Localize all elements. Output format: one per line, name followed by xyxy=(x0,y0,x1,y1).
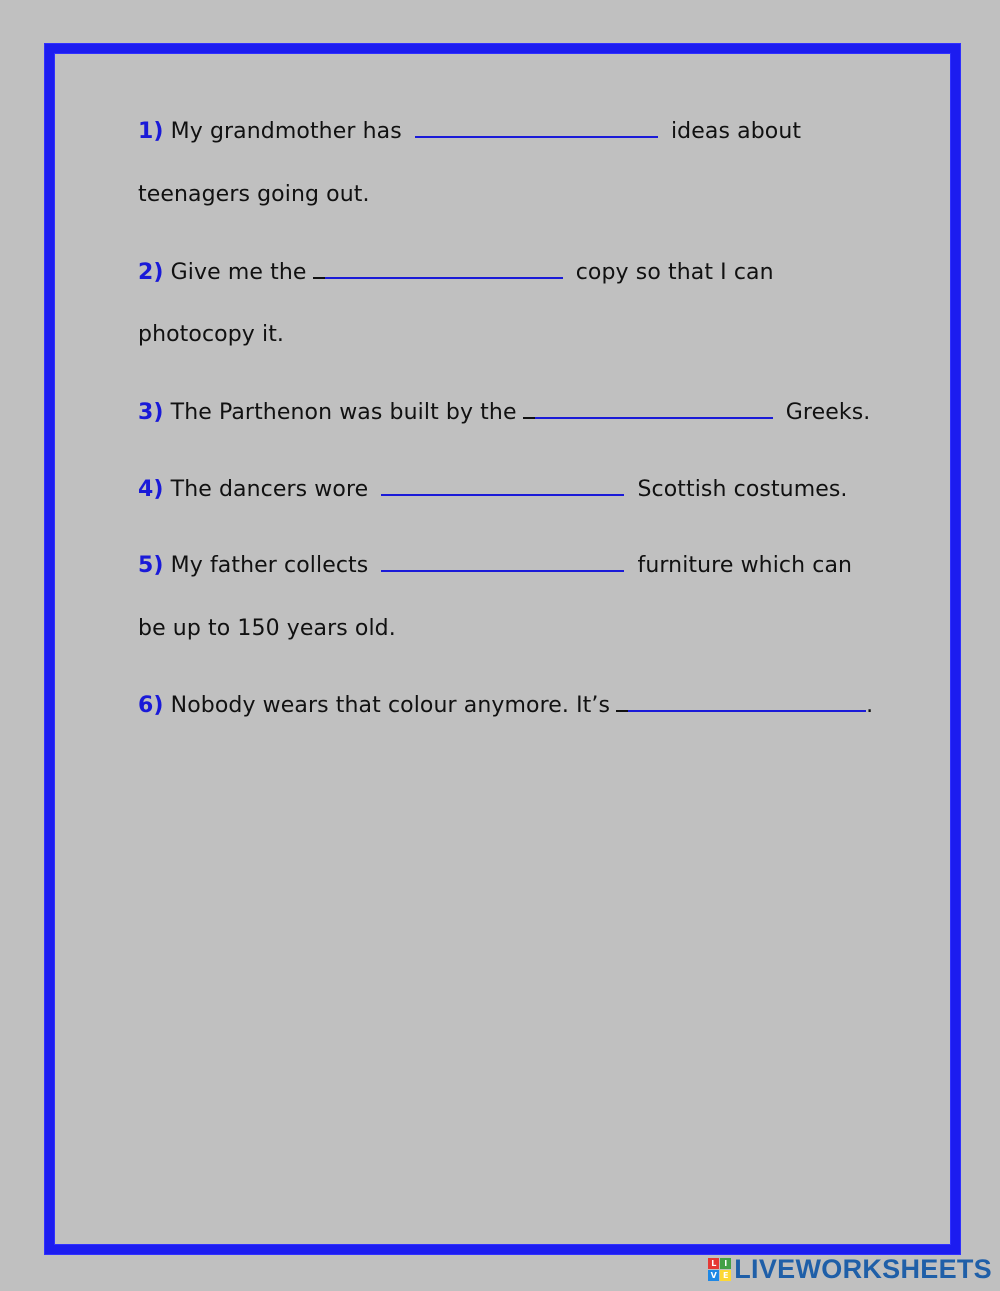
question-text: The dancers wore xyxy=(170,477,369,502)
logo-text: LIVEWORKSHEETS xyxy=(734,1254,992,1284)
logo-letter-l: L xyxy=(708,1258,719,1269)
question-4-line-1 xyxy=(138,476,848,502)
worksheet-border xyxy=(45,44,960,1254)
answer-blank-5[interactable] xyxy=(381,552,624,572)
answer-blank-6[interactable] xyxy=(623,692,866,712)
question-6-line-1 xyxy=(138,692,873,718)
question-text: Greeks. xyxy=(785,400,871,425)
logo-letter-e: E xyxy=(720,1270,731,1281)
question-2-line-1 xyxy=(138,259,774,285)
question-number: 1) xyxy=(138,119,164,144)
answer-blank-1[interactable] xyxy=(415,118,658,138)
liveworksheets-logo xyxy=(708,1254,992,1285)
question-number: 3) xyxy=(138,400,164,425)
question-text: Nobody wears that colour anymore. It’s xyxy=(170,693,611,718)
question-text: copy so that I can xyxy=(575,260,774,285)
question-number: 2) xyxy=(138,260,164,285)
question-number: 5) xyxy=(138,553,164,578)
logo-letter-i: I xyxy=(720,1258,731,1269)
question-text: . xyxy=(866,693,874,718)
question-5-line-2: be up to 150 years old. xyxy=(138,616,396,641)
question-1-line-1 xyxy=(138,118,801,144)
answer-blank-3[interactable] xyxy=(530,399,773,419)
question-5-line-1 xyxy=(138,552,852,578)
question-2-line-2: photocopy it. xyxy=(138,322,285,347)
question-1-line-2: teenagers going out. xyxy=(138,182,370,207)
logo-mark-icon xyxy=(708,1258,731,1281)
question-text: Scottish costumes. xyxy=(637,477,848,502)
question-3-line-1 xyxy=(138,399,870,425)
answer-blank-2[interactable] xyxy=(320,259,563,279)
question-text: Give me the xyxy=(170,260,307,285)
question-number: 6) xyxy=(138,693,164,718)
question-text: The Parthenon was built by the xyxy=(170,400,517,425)
answer-blank-4[interactable] xyxy=(381,476,624,496)
logo-letter-v: V xyxy=(708,1270,719,1281)
question-number: 4) xyxy=(138,477,164,502)
question-text: My grandmother has xyxy=(170,119,402,144)
question-text: My father collects xyxy=(170,553,369,578)
question-text: furniture which can xyxy=(637,553,853,578)
question-text: ideas about xyxy=(670,119,802,144)
